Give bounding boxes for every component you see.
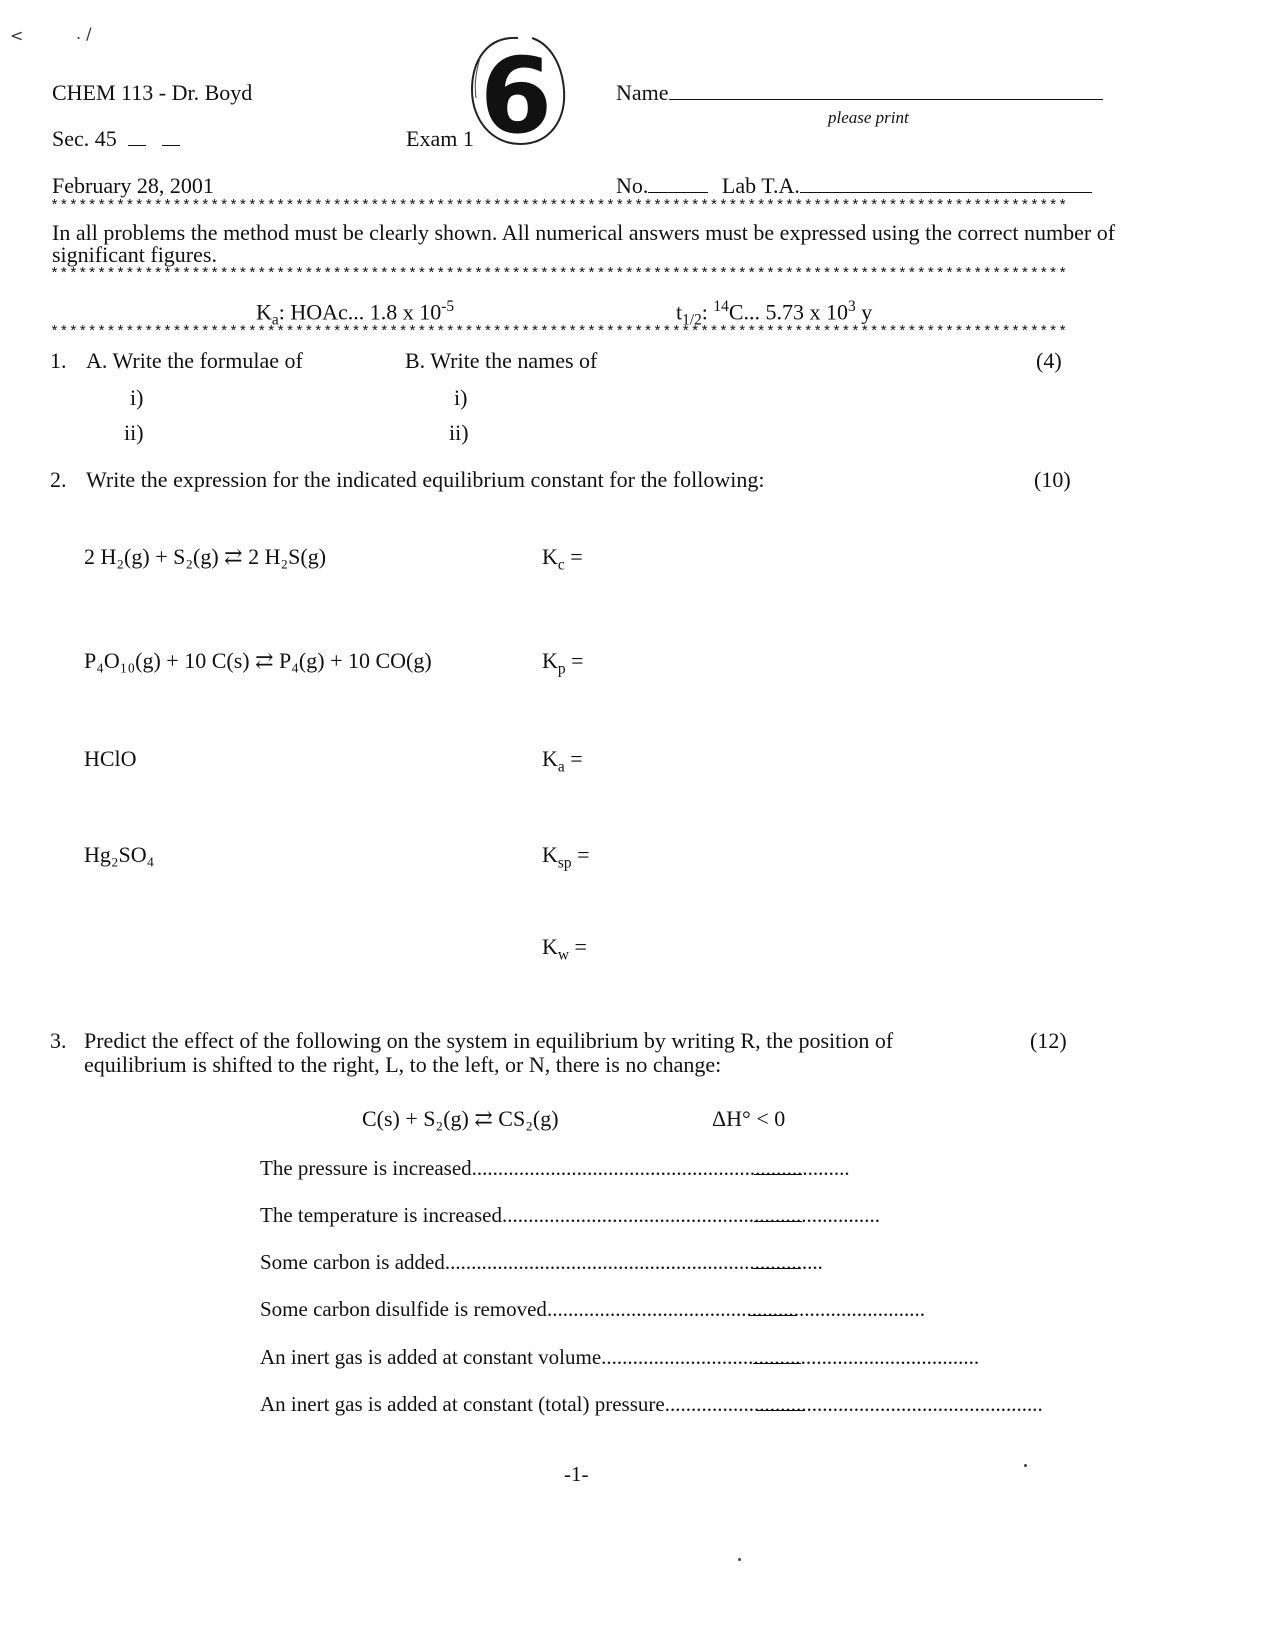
number-input-line[interactable]	[648, 174, 708, 193]
q2-k-3	[542, 746, 583, 776]
section-label	[52, 126, 180, 152]
exam-number-glyph: 6	[479, 35, 553, 157]
q2-points: (10)	[1034, 467, 1071, 492]
q1-a-item-i: i)	[130, 385, 144, 410]
q3-item-1-text: The pressure is increased	[260, 1156, 472, 1180]
q3-item-3-answer-blank[interactable]	[753, 1268, 801, 1269]
q2-number: 2.	[50, 467, 67, 492]
name-label: Name	[616, 80, 669, 105]
q3-enthalpy: ΔH° < 0	[712, 1106, 786, 1131]
q1-a-item-ii: ii)	[124, 420, 144, 445]
name-field-label	[616, 80, 1103, 106]
lab-ta-input-line[interactable]	[800, 174, 1092, 193]
scan-speck-1	[1024, 1464, 1027, 1467]
q1-part-b: B. Write the names of	[405, 348, 598, 373]
q3-item-5	[260, 1345, 980, 1370]
instructions-text: In all problems the method must be clearly shown. All numerical answers must be expressed using the correct number of significant figures.	[52, 220, 1116, 267]
number-field	[616, 173, 1092, 199]
ka-subscript: a	[271, 311, 279, 329]
q3-item-1-answer-blank[interactable]	[754, 1174, 802, 1175]
q3-item-6-answer-blank[interactable]	[757, 1410, 805, 1411]
q3-reaction: C(s) + S₂(g) ⇄ CS₂(g)	[362, 1106, 559, 1131]
q3-item-5-leader: ........................................................................	[601, 1345, 980, 1369]
q3-item-6	[260, 1392, 1043, 1417]
t-subscript: 1/2	[682, 311, 702, 329]
q2-k-4-subscript: sp	[557, 854, 572, 872]
section-blank-1[interactable]	[128, 127, 146, 146]
name-hint: please print	[828, 108, 909, 127]
course-title: CHEM 113 - Dr. Boyd	[52, 80, 253, 105]
q3-item-3	[260, 1250, 882, 1275]
q2-k-4-symbol: K	[542, 842, 558, 867]
scan-speck-2	[738, 1558, 741, 1561]
q2-reaction-4: Hg₂SO₄	[84, 842, 155, 867]
q2-k-2	[542, 648, 584, 678]
lab-ta-label: Lab T.A.	[721, 173, 800, 198]
q2-k-3-subscript: a	[557, 758, 565, 776]
q3-item-1	[260, 1156, 882, 1181]
q3-item-5-text: An inert gas is added at constant volume	[260, 1345, 602, 1369]
q3-item-4-answer-blank[interactable]	[749, 1315, 797, 1316]
q3-number: 3.	[50, 1028, 67, 1053]
q1-b-item-i: i)	[454, 385, 468, 410]
q2-k-5-equals: =	[569, 934, 587, 959]
handwritten-exam-number-mark	[458, 28, 578, 157]
q2-reaction-2: P₄O₁₀(g) + 10 C(s) ⇄ P₄(g) + 10 CO(g)	[84, 648, 432, 673]
scan-mark-top: . /	[76, 24, 92, 43]
q3-item-3-leader: ........................................................................	[444, 1250, 823, 1274]
t-symbol: t	[676, 299, 683, 325]
q3-item-2	[260, 1203, 882, 1228]
q2-k-4	[542, 842, 590, 872]
q2-k-5-symbol: K	[542, 934, 558, 959]
section-blank-2[interactable]	[162, 127, 180, 146]
q3-item-2-text: The temperature is increased	[260, 1203, 502, 1227]
q1-number: 1.	[50, 348, 67, 373]
star-separator-3: ************************************************************************************************************	[50, 324, 1068, 341]
q2-k-3-symbol: K	[542, 746, 558, 771]
q2-k-4-equals: =	[571, 842, 590, 867]
q2-k-2-equals: =	[565, 648, 584, 673]
q1-b-item-ii: ii)	[449, 420, 469, 445]
q2-k-2-subscript: p	[557, 660, 566, 678]
ka-symbol: K	[256, 299, 272, 325]
q3-item-4-text: Some carbon disulfide is removed	[260, 1297, 547, 1321]
q3-prompt-line-1: Predict the effect of the following on the system in equilibrium by writing R, the position of	[84, 1028, 894, 1053]
q3-item-6-text: An inert gas is added at constant (total) pressure	[260, 1392, 665, 1416]
q2-reaction-3: HClO	[84, 746, 137, 771]
q3-item-1-leader: ........................................................................	[471, 1156, 850, 1180]
exam-label: Exam 1	[406, 126, 474, 151]
star-separator-2: ************************************************************************************************************	[50, 266, 1068, 283]
q3-item-4-leader: ........................................................................	[546, 1297, 925, 1321]
exam-date: February 28, 2001	[52, 173, 214, 198]
q2-k-3-equals: =	[564, 746, 583, 771]
name-input-line[interactable]	[669, 81, 1103, 100]
q2-k-2-symbol: K	[542, 648, 558, 673]
number-label: No.	[616, 173, 649, 198]
q2-k-1-symbol: K	[542, 544, 558, 569]
t-colon: :	[701, 299, 714, 325]
t-isotope: 14	[713, 298, 729, 315]
q2-k-1	[542, 544, 583, 574]
page-number: -1-	[564, 1462, 589, 1486]
q3-item-6-leader: ........................................................................	[664, 1392, 1043, 1416]
q3-item-3-text: Some carbon is added	[260, 1250, 445, 1274]
section-text: Sec. 45	[52, 126, 117, 151]
q1-points: (4)	[1036, 348, 1062, 373]
q2-prompt: Write the expression for the indicated equilibrium constant for the following:	[86, 467, 765, 492]
q3-item-5-answer-blank[interactable]	[753, 1363, 801, 1364]
q3-item-2-leader: ........................................................................	[501, 1203, 880, 1227]
star-separator-1: ************************************************************************************************************	[50, 198, 1068, 215]
t-text: C... 5.73 x 10	[728, 299, 848, 325]
q2-reaction-1: 2 H₂(g) + S₂(g) ⇄ 2 H₂S(g)	[84, 544, 327, 569]
ka-text: : HOAc... 1.8 x 10	[278, 299, 442, 325]
ka-exponent: -5	[441, 298, 455, 315]
t-exponent: 3	[848, 298, 856, 315]
q1-part-a: A. Write the formulae of	[86, 348, 303, 373]
q2-k-5-subscript: w	[557, 946, 570, 964]
t-unit: y	[855, 299, 873, 325]
q3-points: (12)	[1030, 1028, 1067, 1053]
q3-prompt-line-2: equilibrium is shifted to the right, L, to the left, or N, there is no change:	[84, 1052, 722, 1077]
scan-mark-left: <	[10, 26, 24, 45]
q3-item-2-answer-blank[interactable]	[754, 1221, 802, 1222]
q3-item-4	[260, 1297, 925, 1322]
q2-k-1-subscript: c	[557, 556, 565, 574]
q2-k-5	[542, 934, 587, 964]
q2-k-1-equals: =	[564, 544, 583, 569]
